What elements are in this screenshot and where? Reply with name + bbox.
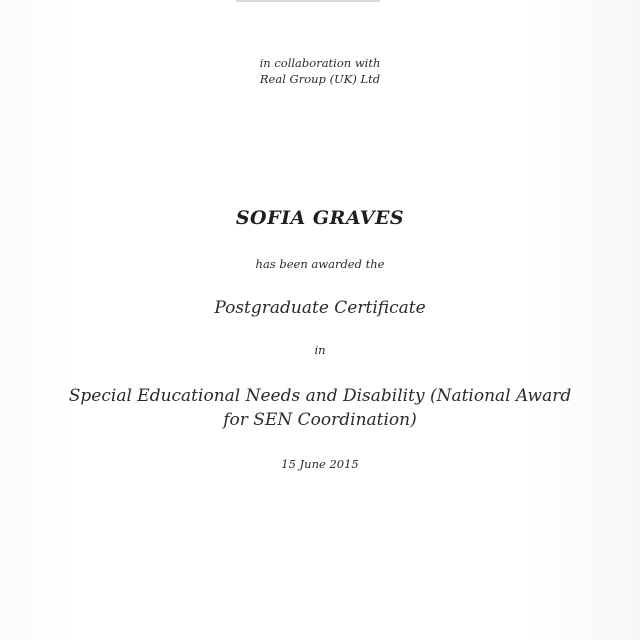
in-text: in — [314, 343, 326, 357]
recipient-name: SOFIA GRAVES — [235, 207, 405, 229]
award-date: 15 June 2015 — [281, 457, 359, 471]
award-title: Postgraduate Certificate — [214, 298, 426, 318]
subject-line-1: Special Educational Needs and Disability (National Award — [68, 386, 572, 406]
collaboration-intro: in collaboration with — [259, 56, 381, 70]
top-divider — [236, 0, 380, 2]
awarded-text: has been awarded the — [255, 257, 385, 271]
collaboration-organization: Real Group (UK) Ltd — [259, 72, 381, 86]
subject-line-2: for SEN Coordination) — [223, 410, 417, 430]
